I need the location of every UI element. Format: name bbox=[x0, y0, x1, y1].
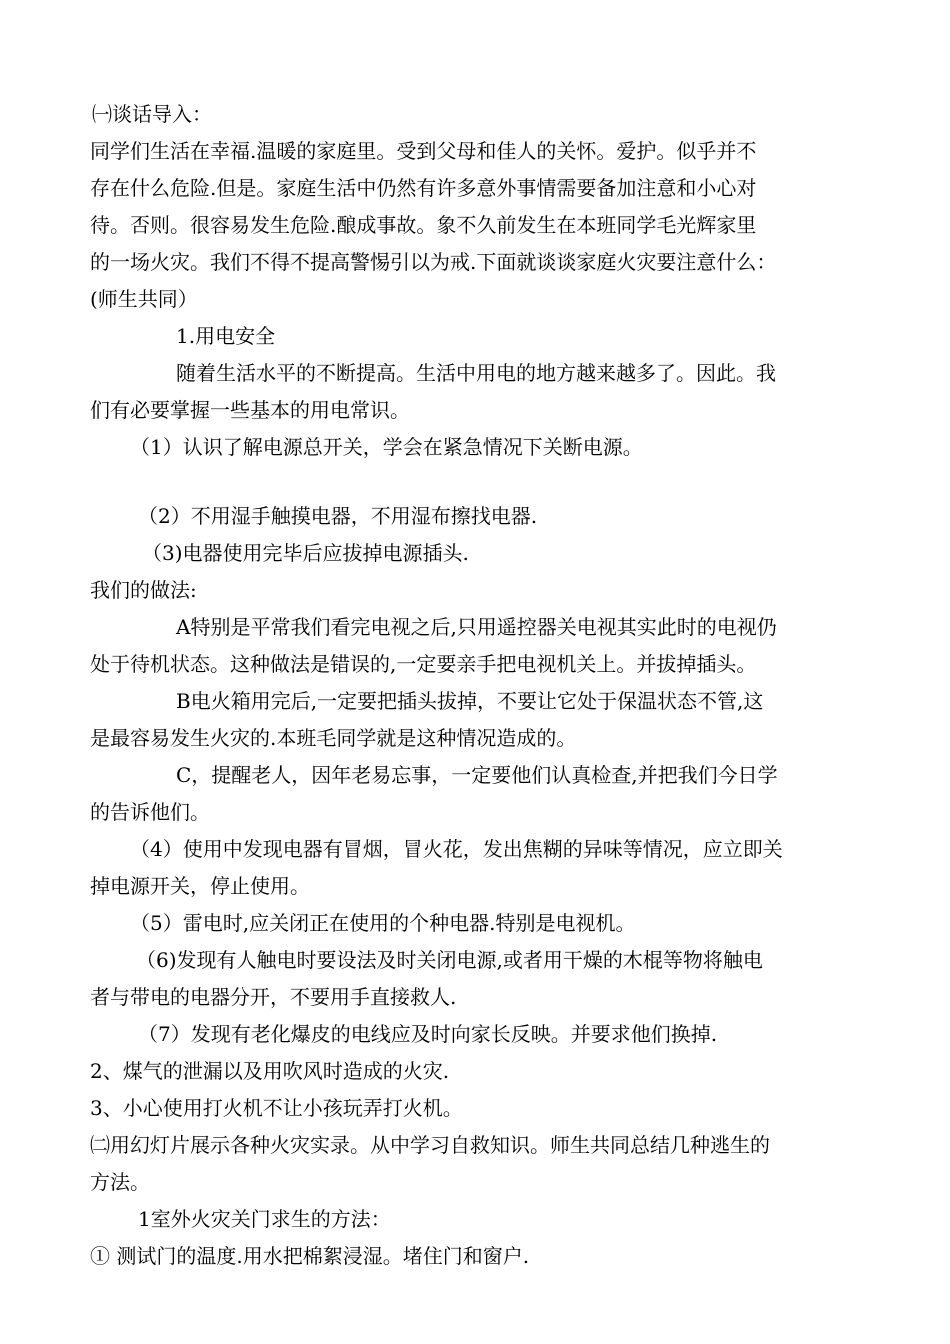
list-item: （2）不用湿手触摸电器，不用湿布擦找电器. bbox=[138, 504, 538, 528]
list-item: （1）认识了解电源总开关，学会在紧急情况下关断电源。 bbox=[130, 435, 643, 459]
paragraph-line: 掉电源开关，停止使用。 bbox=[90, 874, 310, 898]
paragraph-line: 的一场火灾。我们不得不提高警惕引以为戒.下面就谈谈家庭火灾要注意什么： bbox=[90, 250, 777, 274]
paragraph-line: 的告诉他们。 bbox=[90, 800, 210, 824]
paragraph-line: A特别是平常我们看完电视之后,只用遥控器关电视其实此时的电视仍 bbox=[176, 615, 777, 639]
list-item: 2、煤气的泄漏以及用吹风时造成的火灾. bbox=[90, 1059, 450, 1083]
paragraph-line: 处于待机状态。这种做法是错误的,一定要亲手把电视机关上。并拔掉插头。 bbox=[90, 652, 757, 676]
paragraph-line: 随着生活水平的不断提高。生活中用电的地方越来越多了。因此。我 bbox=[176, 361, 776, 385]
paragraph-line: 是最容易发生火灾的.本班毛同学就是这种情况造成的。 bbox=[90, 726, 577, 750]
paragraph-line: 同学们生活在幸福.温暖的家庭里。受到父母和佳人的关怀。爱护。似乎并不 bbox=[90, 139, 757, 163]
list-item: （5）雷电时,应关闭正在使用的个种电器.特别是电视机。 bbox=[130, 911, 636, 935]
section-heading-1: ㈠谈话导入： bbox=[92, 102, 212, 126]
paragraph-line: 我们的做法: bbox=[90, 578, 197, 602]
section-heading-2: ㈡用幻灯片展示各种火灾实录。从中学习自救知识。师生共同总结几种逃生的 bbox=[90, 1133, 770, 1157]
paragraph-line: B电火箱用完后,一定要把插头拔掉，不要让它处于保温状态不管,这 bbox=[176, 689, 764, 713]
paragraph-line: 者与带电的电器分开，不要用手直接救人. bbox=[90, 985, 457, 1009]
subsection-heading: 1室外火灾关门求生的方法： bbox=[138, 1207, 391, 1231]
list-item: ① 测试门的温度.用水把棉絮浸湿。堵住门和窗户. bbox=[90, 1244, 530, 1268]
list-item: （7）发现有老化爆皮的电线应及时向家长反映。并要求他们换掉. bbox=[138, 1022, 718, 1046]
paragraph-line: 待。否则。很容易发生危险.酿成事故。象不久前发生在本班同学毛光辉家里 bbox=[90, 213, 757, 237]
paragraph-line: C，提醒老人，因年老易忘事，一定要他们认真检查,并把我们今日学 bbox=[176, 763, 778, 787]
subsection-heading: 1.用电安全 bbox=[176, 324, 276, 348]
list-item: （4）使用中发现电器有冒烟，冒火花，发出焦糊的异味等情况，应立即关 bbox=[130, 837, 783, 861]
list-item: （6)发现有人触电时要设法及时关闭电源,或者用干燥的木棍等物将触电 bbox=[136, 948, 763, 972]
list-item: （3)电器使用完毕后应拔掉电源插头. bbox=[142, 541, 469, 565]
list-item: 3、小心使用打火机不让小孩玩弄打火机。 bbox=[90, 1096, 463, 1120]
paragraph-line: 存在什么危险.但是。家庭生活中仍然有许多意外事情需要备加注意和小心对 bbox=[90, 176, 757, 200]
paragraph-line: 们有必要掌握一些基本的用电常识。 bbox=[90, 398, 410, 422]
paragraph-line: 方法。 bbox=[90, 1170, 150, 1194]
paragraph-line: (师生共同） bbox=[90, 287, 198, 311]
